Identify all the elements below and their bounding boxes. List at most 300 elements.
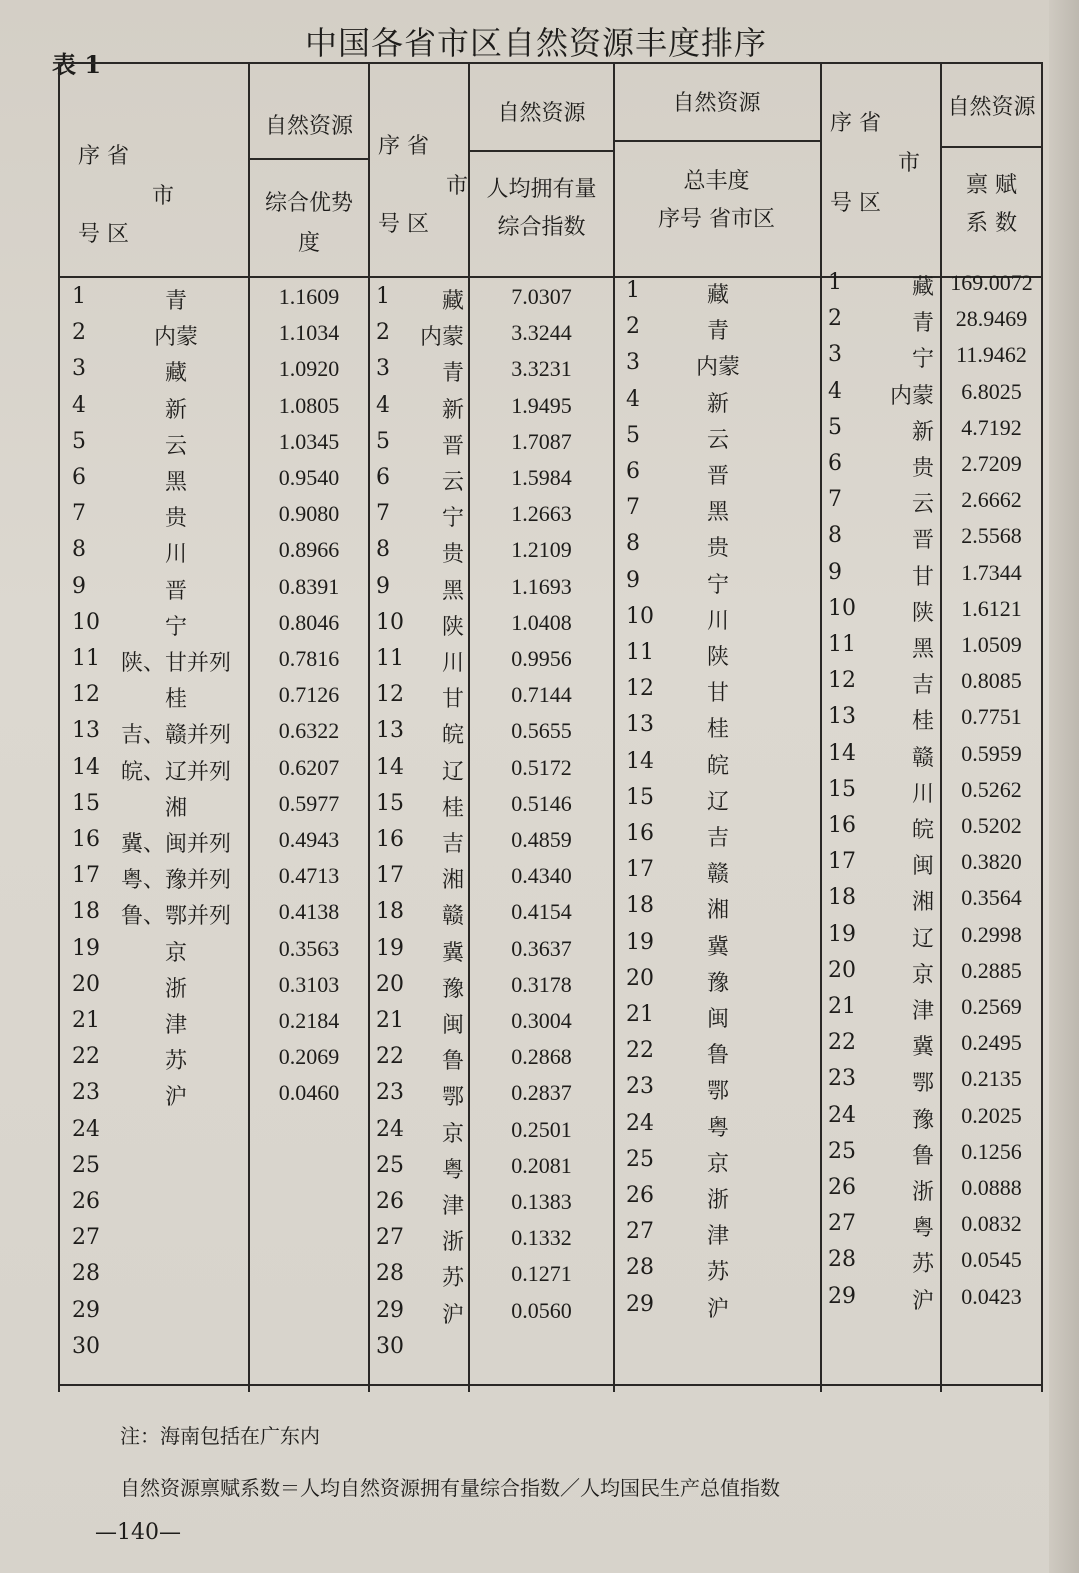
block2-province: 宁 — [441, 506, 464, 532]
block4-province: 陕 — [911, 600, 934, 626]
block1-province: 津 — [164, 1013, 187, 1038]
block1-province: 新 — [164, 397, 187, 423]
block4-province: 鄂 — [911, 1071, 934, 1097]
block1-rank: 18 — [72, 899, 100, 925]
table-bottom-border — [58, 1384, 1043, 1386]
block3-province: 内蒙 — [695, 355, 740, 381]
block1-rank: 10 — [72, 609, 100, 635]
block3-province: 黑 — [706, 500, 729, 526]
hdr-c7-bottom-2: 系 数 — [966, 211, 1017, 236]
block1-rank: 1 — [72, 284, 86, 309]
block3-province: 贵 — [706, 536, 729, 562]
block3-province: 甘 — [706, 681, 729, 707]
block4-value: 28.9469 — [955, 306, 1028, 332]
block1-value: 0.7126 — [278, 682, 340, 708]
block2-value: 0.4859 — [511, 827, 572, 852]
block2-province: 闽 — [441, 1013, 464, 1038]
block2-province: 辽 — [441, 759, 464, 785]
block4-rank: 29 — [828, 1283, 856, 1309]
block4-value: 0.7751 — [961, 704, 1022, 730]
block2-rank: 5 — [376, 428, 390, 454]
block2-province: 豫 — [441, 976, 464, 1002]
ranking-table — [58, 62, 1043, 1392]
block1-rank: 29 — [72, 1297, 100, 1323]
block2-province: 鲁 — [441, 1049, 464, 1075]
block3-rank: 2 — [626, 314, 640, 340]
block1-rank: 15 — [72, 790, 100, 816]
block2-province: 浙 — [441, 1230, 464, 1256]
block4-province: 冀 — [911, 1035, 934, 1061]
block1-value: 0.8391 — [278, 573, 340, 599]
block2-value: 1.1693 — [511, 573, 572, 599]
block3-rank: 20 — [626, 965, 654, 991]
block4-province: 吉 — [911, 673, 934, 699]
hdr-col1-hao: 号 区 — [78, 222, 129, 247]
block3-province: 鄂 — [706, 1079, 729, 1105]
block4-rank: 1 — [828, 270, 842, 295]
block2-rank: 16 — [376, 827, 404, 852]
block3-province: 晋 — [706, 464, 729, 489]
block2-value: 0.9956 — [511, 646, 572, 671]
block3-province: 陕 — [706, 645, 729, 670]
block2-rank: 24 — [376, 1116, 404, 1142]
hdr-c5-bottom-1: 总丰度 — [683, 169, 750, 194]
block4-province: 沪 — [911, 1288, 934, 1314]
block4-value: 0.2495 — [961, 1030, 1022, 1056]
block4-rank: 15 — [828, 776, 856, 802]
block2-value: 1.2663 — [511, 501, 572, 527]
block1-province: 皖、辽并列 — [120, 759, 231, 785]
block2-rank: 23 — [376, 1080, 404, 1106]
block1-rank: 6 — [72, 465, 86, 490]
block4-value: 0.2885 — [961, 957, 1022, 983]
hdr-c4-top: 自然资源 — [497, 101, 586, 126]
block4-value: 169.0072 — [950, 270, 1033, 295]
block2-province: 贵 — [441, 542, 464, 568]
block4-value: 0.0545 — [961, 1247, 1022, 1273]
block2-value: 3.3231 — [511, 356, 572, 382]
block2-province: 晋 — [441, 433, 464, 459]
block4-province: 宁 — [911, 347, 934, 373]
block2-province: 粤 — [441, 1157, 464, 1183]
block3-rank: 7 — [626, 495, 640, 521]
block1-province: 宁 — [164, 614, 187, 640]
block1-value: 1.0345 — [278, 428, 340, 454]
block1-value: 1.1034 — [278, 320, 340, 346]
block1-value: 1.0805 — [278, 392, 340, 418]
block2-rank: 17 — [376, 863, 404, 889]
block2-value: 0.2837 — [511, 1080, 572, 1106]
block3-rank: 18 — [626, 893, 654, 919]
block1-value: 0.3563 — [278, 935, 340, 961]
block3-rank: 28 — [626, 1255, 654, 1281]
block4-rank: 17 — [828, 849, 856, 875]
block1-province: 京 — [164, 940, 187, 966]
block1-value: 0.6322 — [278, 718, 340, 744]
block3-rank: 19 — [626, 929, 654, 955]
block2-value: 1.0408 — [511, 609, 572, 635]
block4-value: 0.5959 — [961, 740, 1022, 766]
block3-province: 新 — [706, 391, 729, 417]
block4-rank: 13 — [828, 704, 856, 730]
table-left-border — [58, 62, 60, 1392]
block4-value: 1.6121 — [961, 595, 1022, 621]
block3-province: 津 — [706, 1224, 729, 1250]
block2-rank: 19 — [376, 935, 404, 961]
block2-rank: 12 — [376, 682, 404, 708]
block4-rank: 7 — [828, 487, 842, 513]
block4-value: 2.5568 — [961, 523, 1022, 549]
block2-rank: 15 — [376, 790, 404, 816]
block2-value: 0.3178 — [511, 971, 572, 997]
block2-province: 青 — [441, 361, 464, 387]
block4-value: 4.7192 — [961, 414, 1022, 440]
block3-province: 京 — [706, 1151, 729, 1177]
block3-province: 辽 — [706, 789, 729, 815]
block4-rank: 18 — [828, 885, 856, 911]
block2-rank: 22 — [376, 1044, 404, 1070]
hdr-col3-seq: 序 省 — [378, 134, 429, 159]
hdr-col1-shi: 市 — [151, 184, 174, 209]
block4-province: 苏 — [911, 1252, 934, 1278]
block3-rank: 8 — [626, 531, 640, 557]
table-label: 表 1 — [52, 50, 102, 79]
block4-rank: 12 — [828, 668, 856, 694]
block3-rank: 27 — [626, 1219, 654, 1245]
col-divider-4 — [613, 62, 615, 1392]
footnote-hainan: 注：海南包括在广东内 — [120, 1424, 320, 1448]
block1-province: 吉、赣并列 — [120, 723, 231, 749]
block2-rank: 4 — [376, 392, 390, 418]
block4-value: 2.7209 — [961, 451, 1022, 476]
block4-rank: 11 — [828, 632, 856, 657]
block2-rank: 7 — [376, 501, 390, 527]
block3-province: 云 — [706, 427, 729, 453]
block1-rank: 25 — [72, 1152, 100, 1178]
block2-value: 1.5984 — [511, 465, 572, 490]
block2-value: 0.2081 — [511, 1152, 572, 1178]
block4-province: 京 — [911, 962, 934, 988]
block2-province: 吉 — [441, 832, 464, 857]
block4-value: 0.0832 — [961, 1211, 1022, 1237]
block1-rank: 4 — [72, 392, 86, 418]
block4-value: 0.0423 — [961, 1283, 1022, 1309]
block4-province: 川 — [911, 781, 934, 807]
block1-province: 沪 — [164, 1085, 187, 1111]
block3-province: 沪 — [706, 1296, 729, 1322]
block2-value: 0.7144 — [511, 682, 572, 708]
block3-rank: 11 — [626, 640, 654, 665]
block2-value: 0.1271 — [511, 1261, 572, 1287]
block3-province: 粤 — [706, 1115, 729, 1141]
block3-province: 赣 — [706, 862, 729, 888]
block4-province: 青 — [911, 311, 934, 337]
block2-rank: 9 — [376, 573, 390, 599]
block1-rank: 26 — [72, 1189, 100, 1214]
block2-value: 0.2868 — [511, 1044, 572, 1070]
block2-rank: 8 — [376, 537, 390, 563]
block3-rank: 26 — [626, 1183, 654, 1208]
block1-rank: 7 — [72, 501, 86, 527]
block3-province: 吉 — [706, 826, 729, 851]
col-divider-2 — [368, 62, 370, 1392]
block4-rank: 19 — [828, 921, 856, 947]
block1-province: 晋 — [164, 578, 187, 604]
page-number: —140— — [95, 1520, 181, 1545]
block3-province: 浙 — [706, 1188, 729, 1213]
block2-rank: 1 — [376, 284, 390, 309]
header-split-c5 — [613, 140, 820, 142]
block2-rank: 10 — [376, 609, 404, 635]
block3-rank: 5 — [626, 422, 640, 448]
block2-rank: 13 — [376, 718, 404, 744]
block2-rank: 3 — [376, 356, 390, 382]
block4-value: 0.5202 — [961, 813, 1022, 838]
block1-rank: 21 — [72, 1008, 100, 1033]
hdr-col6-hao: 号 区 — [830, 191, 881, 216]
block2-value: 3.3244 — [511, 320, 572, 346]
block2-province: 黑 — [441, 578, 464, 604]
block3-rank: 23 — [626, 1074, 654, 1100]
block1-rank: 30 — [72, 1333, 100, 1359]
block2-rank: 28 — [376, 1261, 404, 1287]
hdr-c2-bottom: 综合优势度 — [264, 191, 353, 256]
block4-province: 新 — [911, 419, 934, 445]
block2-province: 甘 — [441, 687, 464, 713]
block3-rank: 1 — [626, 278, 640, 303]
block1-value: 0.8966 — [278, 537, 340, 563]
block2-value: 0.3637 — [511, 935, 572, 961]
block1-value: 0.7816 — [278, 646, 340, 671]
block2-value: 0.0560 — [511, 1297, 572, 1323]
block2-province: 鄂 — [441, 1085, 464, 1111]
block2-value: 0.5172 — [511, 754, 572, 780]
block4-province: 辽 — [911, 926, 934, 952]
block1-value: 1.1609 — [278, 284, 340, 309]
block2-rank: 27 — [376, 1225, 404, 1251]
hdr-c5-top: 自然资源 — [672, 91, 761, 116]
block4-value: 1.7344 — [961, 559, 1022, 585]
block4-rank: 5 — [828, 414, 842, 440]
block4-province: 粤 — [911, 1216, 934, 1242]
block3-province: 宁 — [706, 572, 729, 598]
block1-value: 0.3103 — [278, 971, 340, 997]
block4-rank: 16 — [828, 813, 856, 838]
block3-rank: 4 — [626, 386, 640, 412]
block4-province: 湘 — [911, 890, 934, 916]
block4-rank: 2 — [828, 306, 842, 332]
block3-province: 川 — [706, 608, 729, 634]
block1-rank: 11 — [72, 646, 100, 671]
block4-rank: 14 — [828, 740, 856, 766]
hdr-col1-seq: 序 省 — [78, 144, 129, 169]
block4-value: 11.9462 — [956, 342, 1027, 368]
block2-province: 京 — [441, 1121, 464, 1147]
block1-rank: 8 — [72, 537, 86, 563]
block4-value: 0.2569 — [961, 994, 1022, 1019]
block4-province: 赣 — [911, 745, 934, 771]
block4-province: 津 — [911, 999, 934, 1024]
block2-value: 0.5146 — [511, 790, 572, 816]
block4-rank: 20 — [828, 957, 856, 983]
block2-rank: 11 — [376, 646, 404, 671]
hdr-c7-top: 自然资源 — [947, 95, 1036, 120]
block2-province: 新 — [441, 397, 464, 423]
block4-rank: 6 — [828, 451, 842, 476]
block1-province: 鲁、鄂并列 — [120, 904, 231, 930]
block3-rank: 9 — [626, 567, 640, 593]
block4-rank: 3 — [828, 342, 842, 368]
hdr-c4-bottom-1: 人均拥有量 — [486, 177, 597, 202]
block4-value: 0.5262 — [961, 776, 1022, 802]
block1-province: 粤、豫并列 — [120, 868, 231, 894]
block2-province: 藏 — [441, 289, 464, 314]
block4-rank: 10 — [828, 595, 856, 621]
block1-value: 0.0460 — [278, 1080, 340, 1106]
block3-province: 冀 — [706, 934, 729, 960]
block2-province: 内蒙 — [419, 325, 464, 351]
block2-province: 陕 — [441, 614, 464, 640]
block1-rank: 20 — [72, 971, 100, 997]
block1-province: 贵 — [164, 506, 187, 532]
col-divider-5 — [820, 62, 822, 1392]
block1-rank: 14 — [72, 754, 100, 780]
block2-province: 湘 — [441, 868, 464, 894]
hdr-col3-shi: 市 — [445, 174, 468, 199]
block2-province: 沪 — [441, 1302, 464, 1328]
block2-value: 1.9495 — [511, 392, 572, 418]
block3-province: 闽 — [706, 1007, 729, 1032]
block1-value: 0.5977 — [278, 790, 340, 816]
block2-value: 0.4340 — [511, 863, 572, 889]
hdr-col6-seq: 序 省 — [830, 111, 881, 136]
block1-rank: 22 — [72, 1044, 100, 1070]
block2-province: 川 — [441, 651, 464, 676]
block2-value: 0.5655 — [511, 718, 572, 744]
block1-value: 0.4138 — [278, 899, 340, 925]
block2-rank: 21 — [376, 1008, 404, 1033]
block1-value: 0.4713 — [278, 863, 340, 889]
block4-province: 云 — [911, 492, 934, 518]
block2-value: 0.1383 — [511, 1189, 572, 1214]
block1-value: 0.6207 — [278, 754, 340, 780]
block3-province: 青 — [706, 319, 729, 345]
block2-province: 云 — [441, 470, 464, 495]
block3-rank: 29 — [626, 1291, 654, 1317]
block1-rank: 5 — [72, 428, 86, 454]
block4-value: 0.8085 — [961, 668, 1022, 694]
block3-rank: 24 — [626, 1110, 654, 1136]
block3-rank: 14 — [626, 748, 654, 774]
block1-value: 0.4943 — [278, 827, 340, 852]
block1-province: 黑 — [164, 470, 187, 495]
block4-rank: 22 — [828, 1030, 856, 1056]
block2-rank: 29 — [376, 1297, 404, 1323]
block3-province: 苏 — [706, 1260, 729, 1286]
block1-rank: 19 — [72, 935, 100, 961]
block4-province: 闽 — [911, 854, 934, 880]
header-split-c7 — [940, 146, 1043, 148]
block4-rank: 25 — [828, 1138, 856, 1164]
block3-rank: 10 — [626, 603, 654, 629]
block4-value: 2.6662 — [961, 487, 1022, 513]
block1-rank: 23 — [72, 1080, 100, 1106]
hdr-c7-bottom-1: 禀 赋 — [966, 173, 1017, 198]
hdr-c2-top: 自然资源 — [264, 114, 353, 139]
block4-province: 藏 — [911, 275, 934, 300]
block4-rank: 4 — [828, 378, 842, 404]
block4-value: 0.2135 — [961, 1066, 1022, 1092]
block2-rank: 18 — [376, 899, 404, 925]
block3-province: 藏 — [706, 283, 729, 308]
block1-province: 云 — [164, 433, 187, 459]
block2-value: 1.2109 — [511, 537, 572, 563]
block1-rank: 2 — [72, 320, 86, 346]
block3-rank: 13 — [626, 712, 654, 738]
block2-rank: 2 — [376, 320, 390, 346]
block4-rank: 8 — [828, 523, 842, 549]
block4-value: 0.2998 — [961, 921, 1022, 947]
block4-province: 豫 — [911, 1107, 934, 1133]
block1-province: 桂 — [164, 687, 187, 713]
block3-rank: 3 — [626, 350, 640, 376]
block2-rank: 26 — [376, 1189, 404, 1214]
page-title: 中国各省市区自然资源丰度排序 — [305, 24, 768, 62]
block4-province: 贵 — [911, 456, 934, 481]
block4-value: 0.1256 — [961, 1138, 1022, 1164]
block3-rank: 16 — [626, 821, 654, 846]
block4-province: 晋 — [911, 528, 934, 554]
block3-province: 皖 — [706, 753, 729, 779]
block2-rank: 20 — [376, 971, 404, 997]
block4-value: 6.8025 — [961, 378, 1022, 404]
block4-province: 甘 — [911, 564, 934, 590]
block1-province: 青 — [164, 289, 187, 314]
header-split-c2 — [250, 158, 368, 160]
block1-rank: 3 — [72, 356, 86, 382]
footnote-formula: 自然资源禀赋系数＝人均自然资源拥有量综合指数／人均国民生产总值指数 — [120, 1476, 780, 1500]
block4-rank: 9 — [828, 559, 842, 585]
block2-value: 7.0307 — [511, 284, 572, 309]
block3-province: 豫 — [706, 970, 729, 996]
block1-rank: 24 — [72, 1116, 100, 1142]
block2-province: 皖 — [441, 723, 464, 749]
table-top-border — [58, 62, 1043, 64]
block2-rank: 6 — [376, 465, 390, 490]
block1-province: 冀、闽并列 — [120, 832, 231, 857]
block1-province: 苏 — [164, 1049, 187, 1075]
block2-province: 冀 — [441, 940, 464, 966]
block3-rank: 21 — [626, 1002, 654, 1027]
block4-province: 鲁 — [911, 1143, 934, 1169]
block1-value: 0.9540 — [278, 465, 340, 490]
block4-value: 1.0509 — [961, 632, 1022, 657]
block4-value: 0.0888 — [961, 1175, 1022, 1200]
block4-rank: 26 — [828, 1175, 856, 1200]
block2-value: 0.2501 — [511, 1116, 572, 1142]
block1-value: 1.0920 — [278, 356, 340, 382]
block3-rank: 17 — [626, 857, 654, 883]
block1-value: 0.2184 — [278, 1008, 340, 1033]
block4-province: 桂 — [911, 709, 934, 735]
block1-rank: 13 — [72, 718, 100, 744]
block4-value: 0.2025 — [961, 1102, 1022, 1128]
block4-rank: 24 — [828, 1102, 856, 1128]
block1-province: 内蒙 — [153, 325, 198, 351]
block1-value: 0.8046 — [278, 609, 340, 635]
block2-rank: 14 — [376, 754, 404, 780]
block4-province: 内蒙 — [889, 383, 934, 409]
